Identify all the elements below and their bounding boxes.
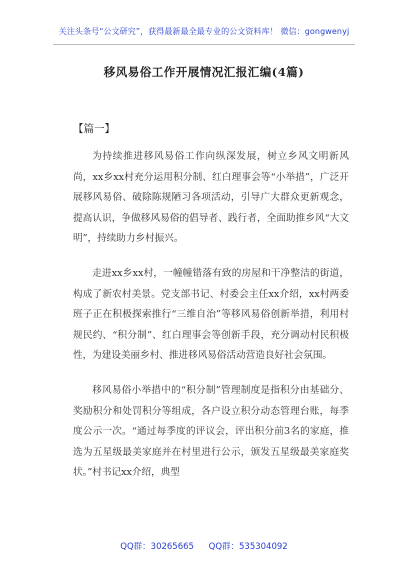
header-banner: 关注头条号“公文研究”，获得最新最全最专业的公文资料库！ 微信：gongwenyj (58, 27, 350, 36)
footer-qq-group-2: QQ群：535304092 (208, 542, 288, 552)
section-label: 【篇一】 (73, 123, 115, 135)
header-divider (53, 44, 355, 45)
footer-contacts (0, 540, 408, 552)
paragraph-2: 走进xx乡xx村，一幢幢错落有致的房屋和干净整洁的街道，构成了新农村美景。党支部书记、村委会主任xx介绍，xx村两委班子正在积极探索推行“三维自治”等移风易俗创新举措，利用村规民约、“积分制”、红白理事会等创新手段，充分调动村民积极性，为建设美丽乡村、推进移风易俗活动营造良好社会氛围。 (73, 267, 349, 362)
document-title: 移风易俗工作开展情况汇报汇编(4篇) (103, 65, 305, 79)
footer-qq-group-1: QQ群：30265665 (120, 542, 194, 552)
paragraph-1: 为持续推进移风易俗工作向纵深发展，树立乡风文明新风尚，xx乡xx村充分运用积分制、红白理事会等“小举措”，广泛开展移风易俗、破除陈规陋习各项活动，引导广大群众更新观念，提高认识，争做移风易俗的倡导者、践行者，全面助推乡风“大文明”，持续助力乡村振兴。 (73, 151, 349, 245)
document-body (73, 147, 349, 498)
paragraph-3: 移风易俗小举措中的“积分制”管理制度是指积分由基础分、奖励积分和处罚积分等组成，各户设立积分动态管理台账，每季度公示一次。“通过每季度的评议会，评出积分前3名的家庭，推选为五星级最美家庭并在村里进行公示，颁发五星级最美家庭奖状。”村书记xx介绍，典型 (73, 384, 349, 479)
